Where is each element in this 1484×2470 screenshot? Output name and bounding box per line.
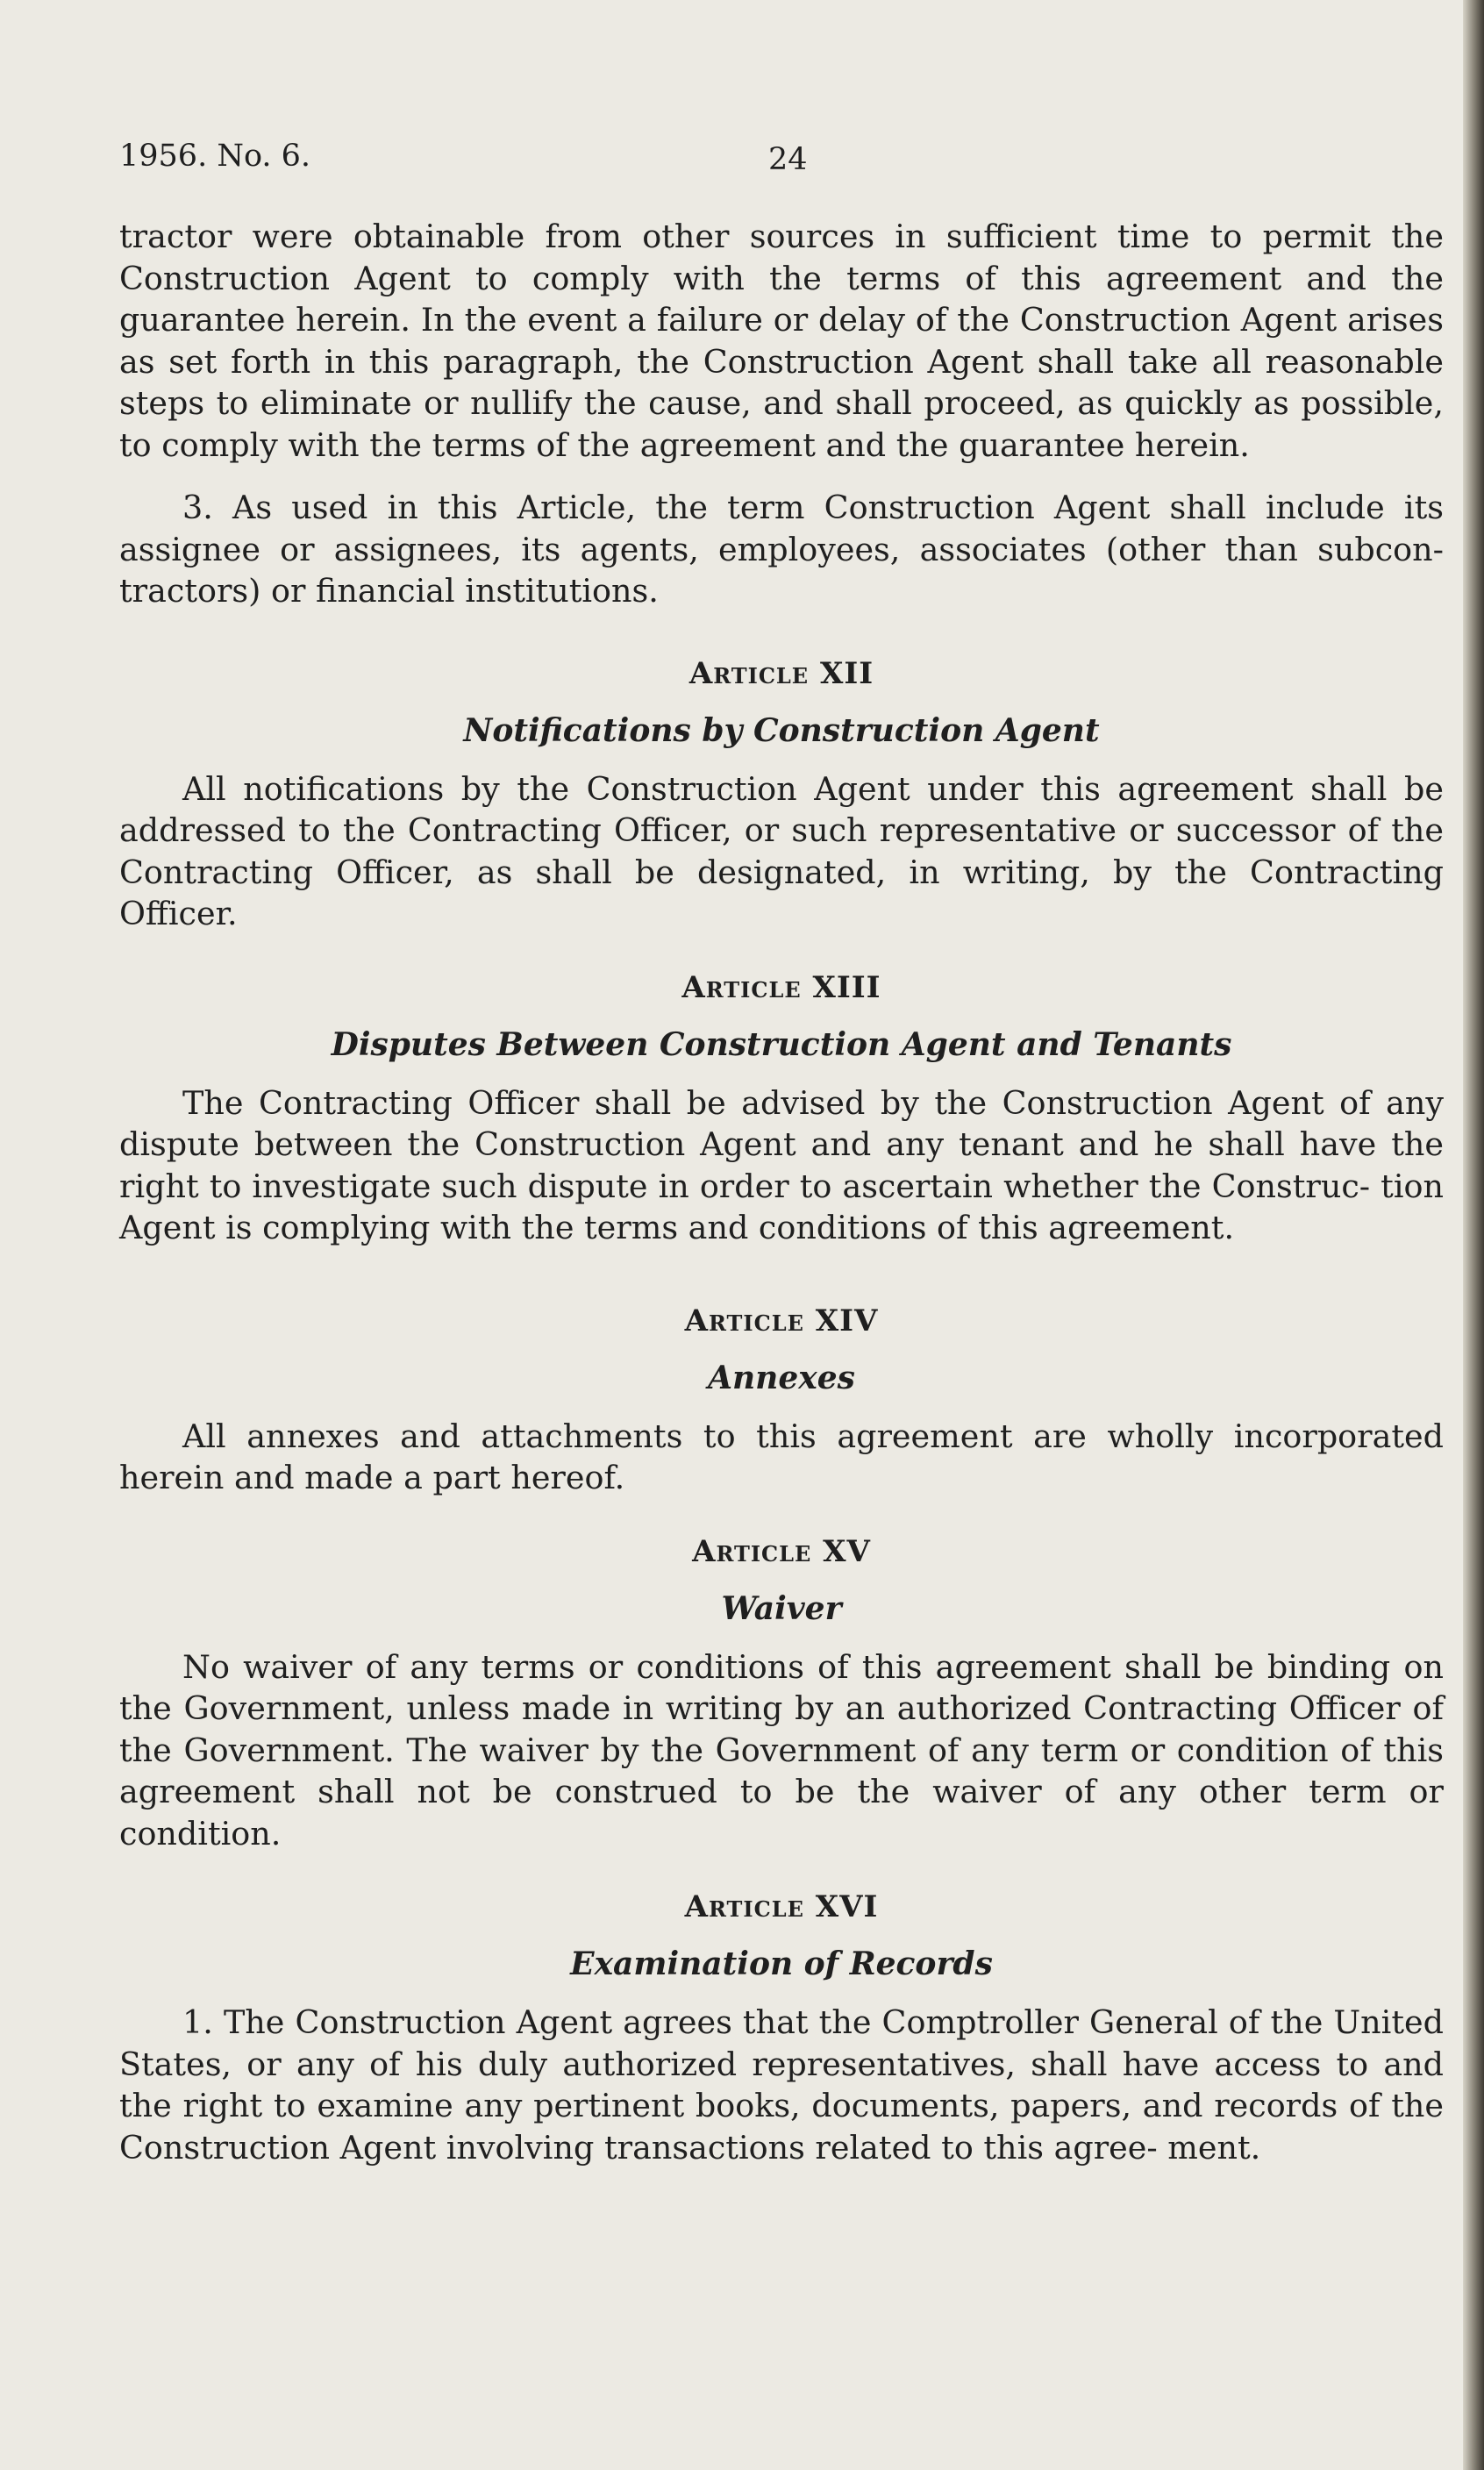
article-12-heading: Article XII: [688, 655, 874, 691]
article-15-title: Waiver: [721, 1589, 842, 1627]
article-14-title: Annexes: [708, 1359, 855, 1396]
article-16-title: Examination of Records: [570, 1945, 993, 1982]
article-13-heading: Article XIII: [681, 969, 881, 1005]
paragraph-3: 3. As used in this Article, the term Construction Agent shall include its assignee or assignees, its agents, employees, associates (other than subcon- tractors) or financial institutions.: [119, 489, 1444, 610]
article-14-body: All annexes and attachments to this agreement are wholly incorporated herein and made a part hereof.: [119, 1417, 1444, 1496]
year-number: 1956. No. 6.: [119, 139, 311, 174]
page-body: [119, 132, 1444, 2168]
paragraph-continuation: tractor were obtainable from other sources in sufficient time to permit the Construction Agent to comply with the terms of this agreement and the guarantee herein. In the event a failure or delay of the Construction Agent arises as set forth in this paragraph, the Construction Agent shall take all reasonable steps to eliminate or nullify the cause, and shall proceed, as quickly as possible, to comply with the terms of the agreement and the guarantee herein.: [119, 218, 1444, 464]
article-14-heading: Article XIV: [684, 1303, 879, 1339]
page-number: 24: [768, 142, 808, 177]
article-13-title: Disputes Between Construction Agent and Tenants: [331, 1025, 1232, 1063]
page-edge-shadow: [1463, 0, 1484, 2470]
article-16-heading: Article XVI: [684, 1889, 879, 1924]
article-16-body: 1. The Construction Agent agrees that the Comptroller General of the United States, or any of his duly authorized representatives, shall have access to and the right to examine any pertinent books, documents, papers, and records of the Construction Agent involving transactions related to this agree- ment.: [119, 2003, 1444, 2167]
article-12-title: Notifications by Construction Agent: [463, 711, 1100, 749]
article-15-body: No waiver of any terms or conditions of this agreement shall be binding on the Government, unless made in writing by an authorized Contracting Officer of the Government. The waiver by the Government of any term or condition of this agreement shall not be construed to be the waiver of any other term or condition.: [119, 1647, 1444, 1852]
article-15-heading: Article XV: [692, 1533, 871, 1569]
article-13-body: The Contracting Officer shall be advised by the Construction Agent of any dispute between the Construction Agent and any tenant and he shall have the right to investigate such dispute in order to ascertain whether the Construc- tion Agent is complying with the terms and conditions of this agreement.: [119, 1083, 1444, 1246]
article-12-body: All notifications by the Construction Agent under this agreement shall be addressed to the Contracting Officer, or such representative or successor of the Contracting Officer, as shall be designated, in writing, by the Contracting Officer.: [119, 769, 1444, 932]
